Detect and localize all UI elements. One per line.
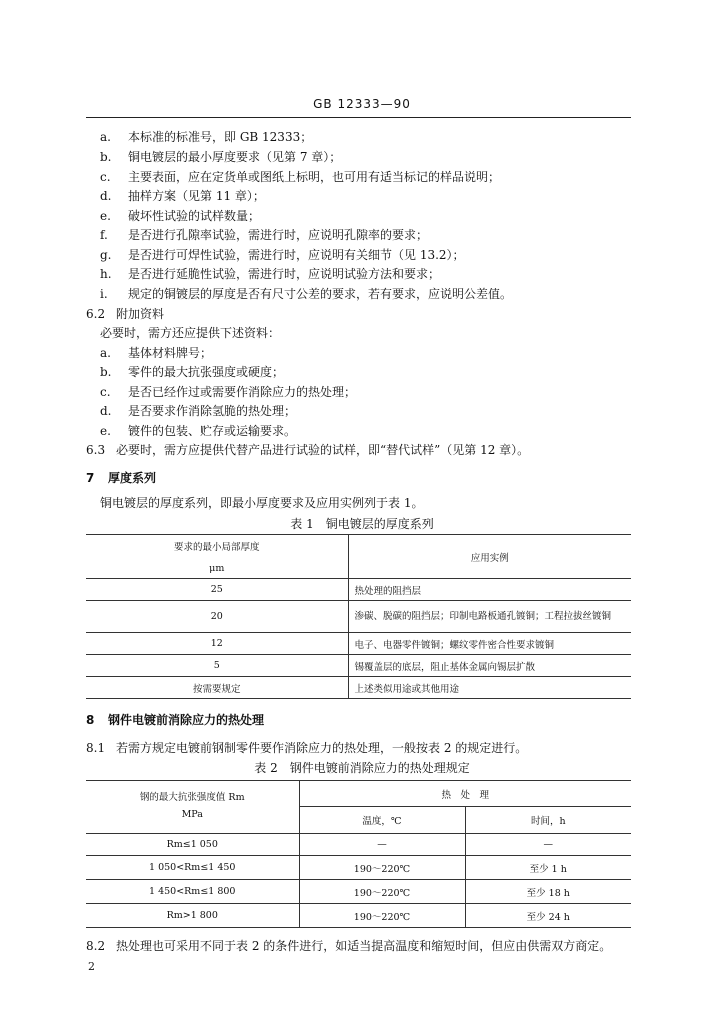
table-cell: 190～220℃	[299, 904, 465, 928]
table-header-row	[86, 535, 631, 579]
table-cell: —	[465, 834, 631, 856]
table-cell: 20	[86, 601, 348, 633]
list-item: g. 是否进行可焊性试验，需进行时，应说明有关细节（见 13.2）；	[100, 248, 465, 262]
table-cell: —	[299, 834, 465, 856]
table2-caption: 表 2 钢件电镀前消除应力的热处理规定	[254, 761, 470, 775]
table-row	[86, 856, 631, 880]
table-header-row	[86, 781, 631, 807]
table-row	[86, 904, 631, 928]
table-row	[86, 633, 631, 655]
list-item: c. 是否已经作过或需要作消除应力的热处理；	[100, 385, 357, 399]
table2-head-temp: 温度，℃	[299, 807, 465, 834]
table1-head-thickness: 要求的最小局部厚度 μm	[86, 535, 348, 579]
table-cell: 5	[86, 655, 348, 677]
table2-head-heat: 热 处 理	[299, 781, 631, 807]
table-row	[86, 677, 631, 699]
table2-head-time: 时间，h	[465, 807, 631, 834]
table-row	[86, 601, 631, 633]
table-row	[86, 834, 631, 856]
section-8-1: 8.1 若需方规定电镀前钢制零件要作消除应力的热处理，一般按表 2 的规定进行。	[86, 741, 528, 755]
table-row	[86, 655, 631, 677]
list-item: d. 是否要求作消除氢脆的热处理；	[100, 404, 297, 418]
table-cell: 至少 18 h	[465, 880, 631, 904]
table1	[86, 534, 631, 699]
table-cell: 至少 24 h	[465, 904, 631, 928]
list-item: a. 本标准的标准号，即 GB 12333；	[100, 130, 313, 144]
table-cell: Rm>1 800	[86, 904, 299, 928]
table-cell: 热处理的阻挡层	[348, 579, 631, 601]
list-item: f. 是否进行孔隙率试验，需进行时，应说明孔隙率的要求；	[100, 228, 429, 242]
table1-head-application: 应用实例	[348, 535, 631, 579]
page-number: 2	[88, 960, 95, 973]
table-cell: 至少 1 h	[465, 856, 631, 880]
header-rule	[86, 117, 631, 118]
table1-caption: 表 1 铜电镀层的厚度系列	[290, 517, 434, 531]
list-item: b. 铜电镀层的最小厚度要求（见第 7 章）；	[100, 150, 342, 164]
standard-header: GB 12333—90	[313, 97, 411, 111]
table2	[86, 780, 631, 928]
table-cell: 1 450<Rm≤1 800	[86, 880, 299, 904]
list-item: i. 规定的铜镀层的厚度是否有尺寸公差的要求，若有要求，应说明公差值。	[100, 287, 513, 301]
table-cell: 锡覆盖层的底层，阻止基体金属向锡层扩散	[348, 655, 631, 677]
list-item: d. 抽样方案（见第 11 章）；	[100, 189, 265, 203]
table-cell: 电子、电器零件镀铜；螺纹零件密合性要求镀铜	[348, 633, 631, 655]
section-8-2: 8.2 热处理也可采用不同于表 2 的条件进行，如适当提高温度和缩短时间，但应由供需双方商定。	[86, 939, 612, 953]
section-6-2-intro: 必要时，需方还应提供下述资料：	[100, 326, 281, 340]
list-item: e. 破坏性试验的试样数量；	[100, 209, 261, 223]
table2-head-strength: 钢的最大抗张强度值 Rm MPa	[86, 781, 299, 834]
table-cell: Rm≤1 050	[86, 834, 299, 856]
table-cell: 12	[86, 633, 348, 655]
list-item: a. 基体材料牌号；	[100, 346, 213, 360]
table-cell: 190～220℃	[299, 856, 465, 880]
table-cell: 1 050<Rm≤1 450	[86, 856, 299, 880]
table-cell: 25	[86, 579, 348, 601]
table-row	[86, 579, 631, 601]
section-8-heading: 8 钢件电镀前消除应力的热处理	[86, 713, 265, 727]
table-cell: 上述类似用途或其他用途	[348, 677, 631, 699]
list-item: h. 是否进行延脆性试验，需进行时，应说明试验方法和要求；	[100, 267, 441, 281]
table-row	[86, 880, 631, 904]
table-cell: 190～220℃	[299, 880, 465, 904]
section-7-heading: 7 厚度系列	[86, 471, 157, 485]
section-6-3: 6.3 必要时，需方应提供代替产品进行试验的试样，即“替代试样”（见第 12 章）。	[86, 443, 530, 457]
list-item: c. 主要表面，应在定货单或图纸上标明，也可用有适当标记的样品说明；	[100, 170, 501, 184]
list-item: b. 零件的最大抗张强度或硬度；	[100, 365, 285, 379]
section-7-text: 铜电镀层的厚度系列，即最小厚度要求及应用实例列于表 1。	[100, 496, 424, 510]
table-cell: 渗碳、脱碳的阻挡层；印制电路板通孔镀铜；工程拉拔丝镀铜	[348, 601, 631, 633]
table-cell: 按需要规定	[86, 677, 348, 699]
section-6-2-heading: 6.2 附加资料	[86, 307, 165, 321]
list-item: e. 镀件的包装、贮存或运输要求。	[100, 424, 297, 438]
